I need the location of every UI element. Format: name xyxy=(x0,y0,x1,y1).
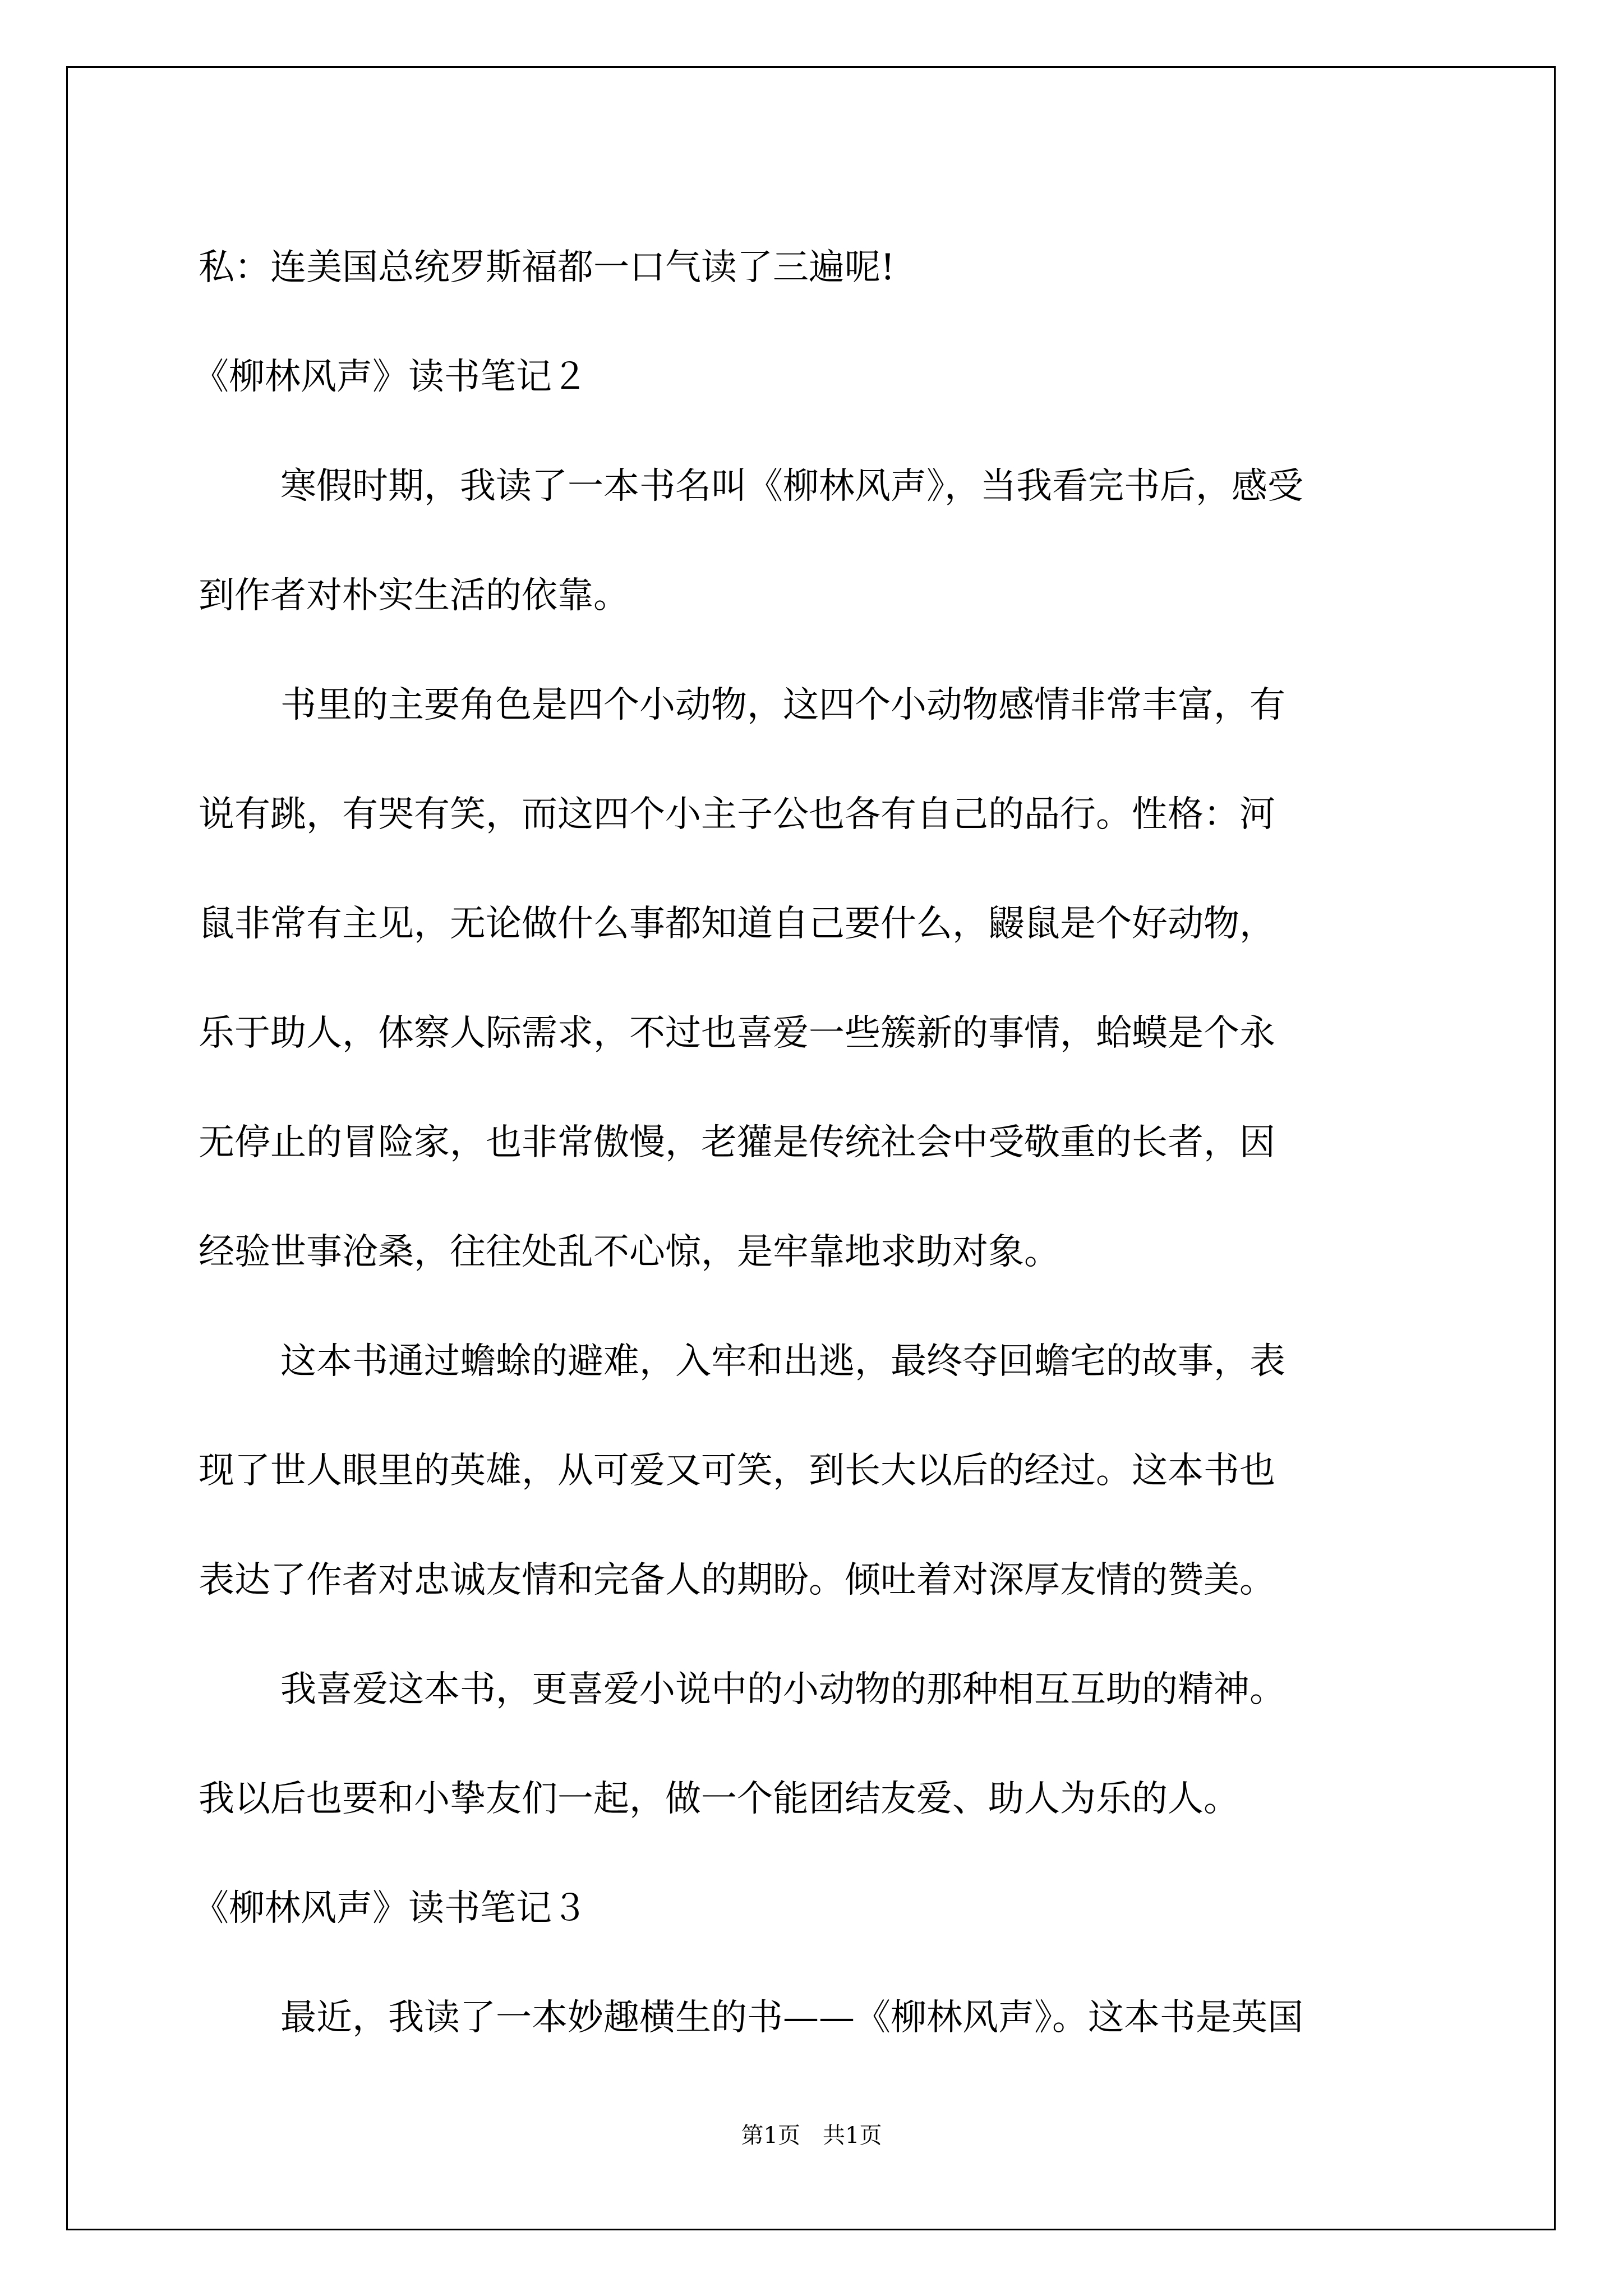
text-line: 这本书通过蟾蜍的避难，入牢和出逃，最终夺回蟾宅的故事，表 xyxy=(280,1341,1285,1382)
text-line: 乐于助人，体察人际需求，不过也喜爱一些簇新的事情，蛤蟆是个永 xyxy=(199,1013,1275,1054)
text-line: 到作者对朴实生活的依靠。 xyxy=(199,575,629,616)
page-footer: 第1页 共1页 xyxy=(741,2123,882,2148)
text-line: 我喜爱这本书，更喜爱小说中的小动物的那种相互互助的精神。 xyxy=(280,1669,1285,1710)
document-body xyxy=(193,213,1427,2073)
text-line: 私：连美国总统罗斯福都一口气读了三遍呢! xyxy=(199,247,895,288)
text-line: 我以后也要和小挚友们一起，做一个能团结友爱、助人为乐的人。 xyxy=(199,1778,1239,1820)
text-line: 表达了作者对忠诚友情和完备人的期盼。倾吐着对深厚友情的赞美。 xyxy=(199,1559,1275,1601)
text-line: 现了世人眼里的英雄，从可爱又可笑，到长大以后的经过。这本书也 xyxy=(199,1450,1275,1492)
section-heading: 《柳林风声》读书笔记３ xyxy=(193,1888,588,1929)
text-line: 无停止的冒险家，也非常傲慢，老獾是传统社会中受敬重的长者，因 xyxy=(199,1122,1275,1163)
text-line: 鼠非常有主见，无论做什么事都知道自己要什么，鼹鼠是个好动物， xyxy=(199,903,1275,945)
text-line: 寒假时期，我读了一本书名叫《柳林风声》，当我看完书后，感受 xyxy=(280,466,1303,507)
text-line: 说有跳，有哭有笑，而这四个小主子公也各有自己的品行。性格：河 xyxy=(199,794,1275,835)
text-line: 书里的主要角色是四个小动物，这四个小动物感情非常丰富，有 xyxy=(280,684,1285,726)
section-heading: 《柳林风声》读书笔记２ xyxy=(193,356,588,398)
text-line: 最近，我读了一本妙趣横生的书——《柳林风声》。这本书是英国 xyxy=(280,1997,1303,2039)
text-line: 经验世事沧桑，往往处乱不心惊，是牢靠地求助对象。 xyxy=(199,1231,1060,1273)
